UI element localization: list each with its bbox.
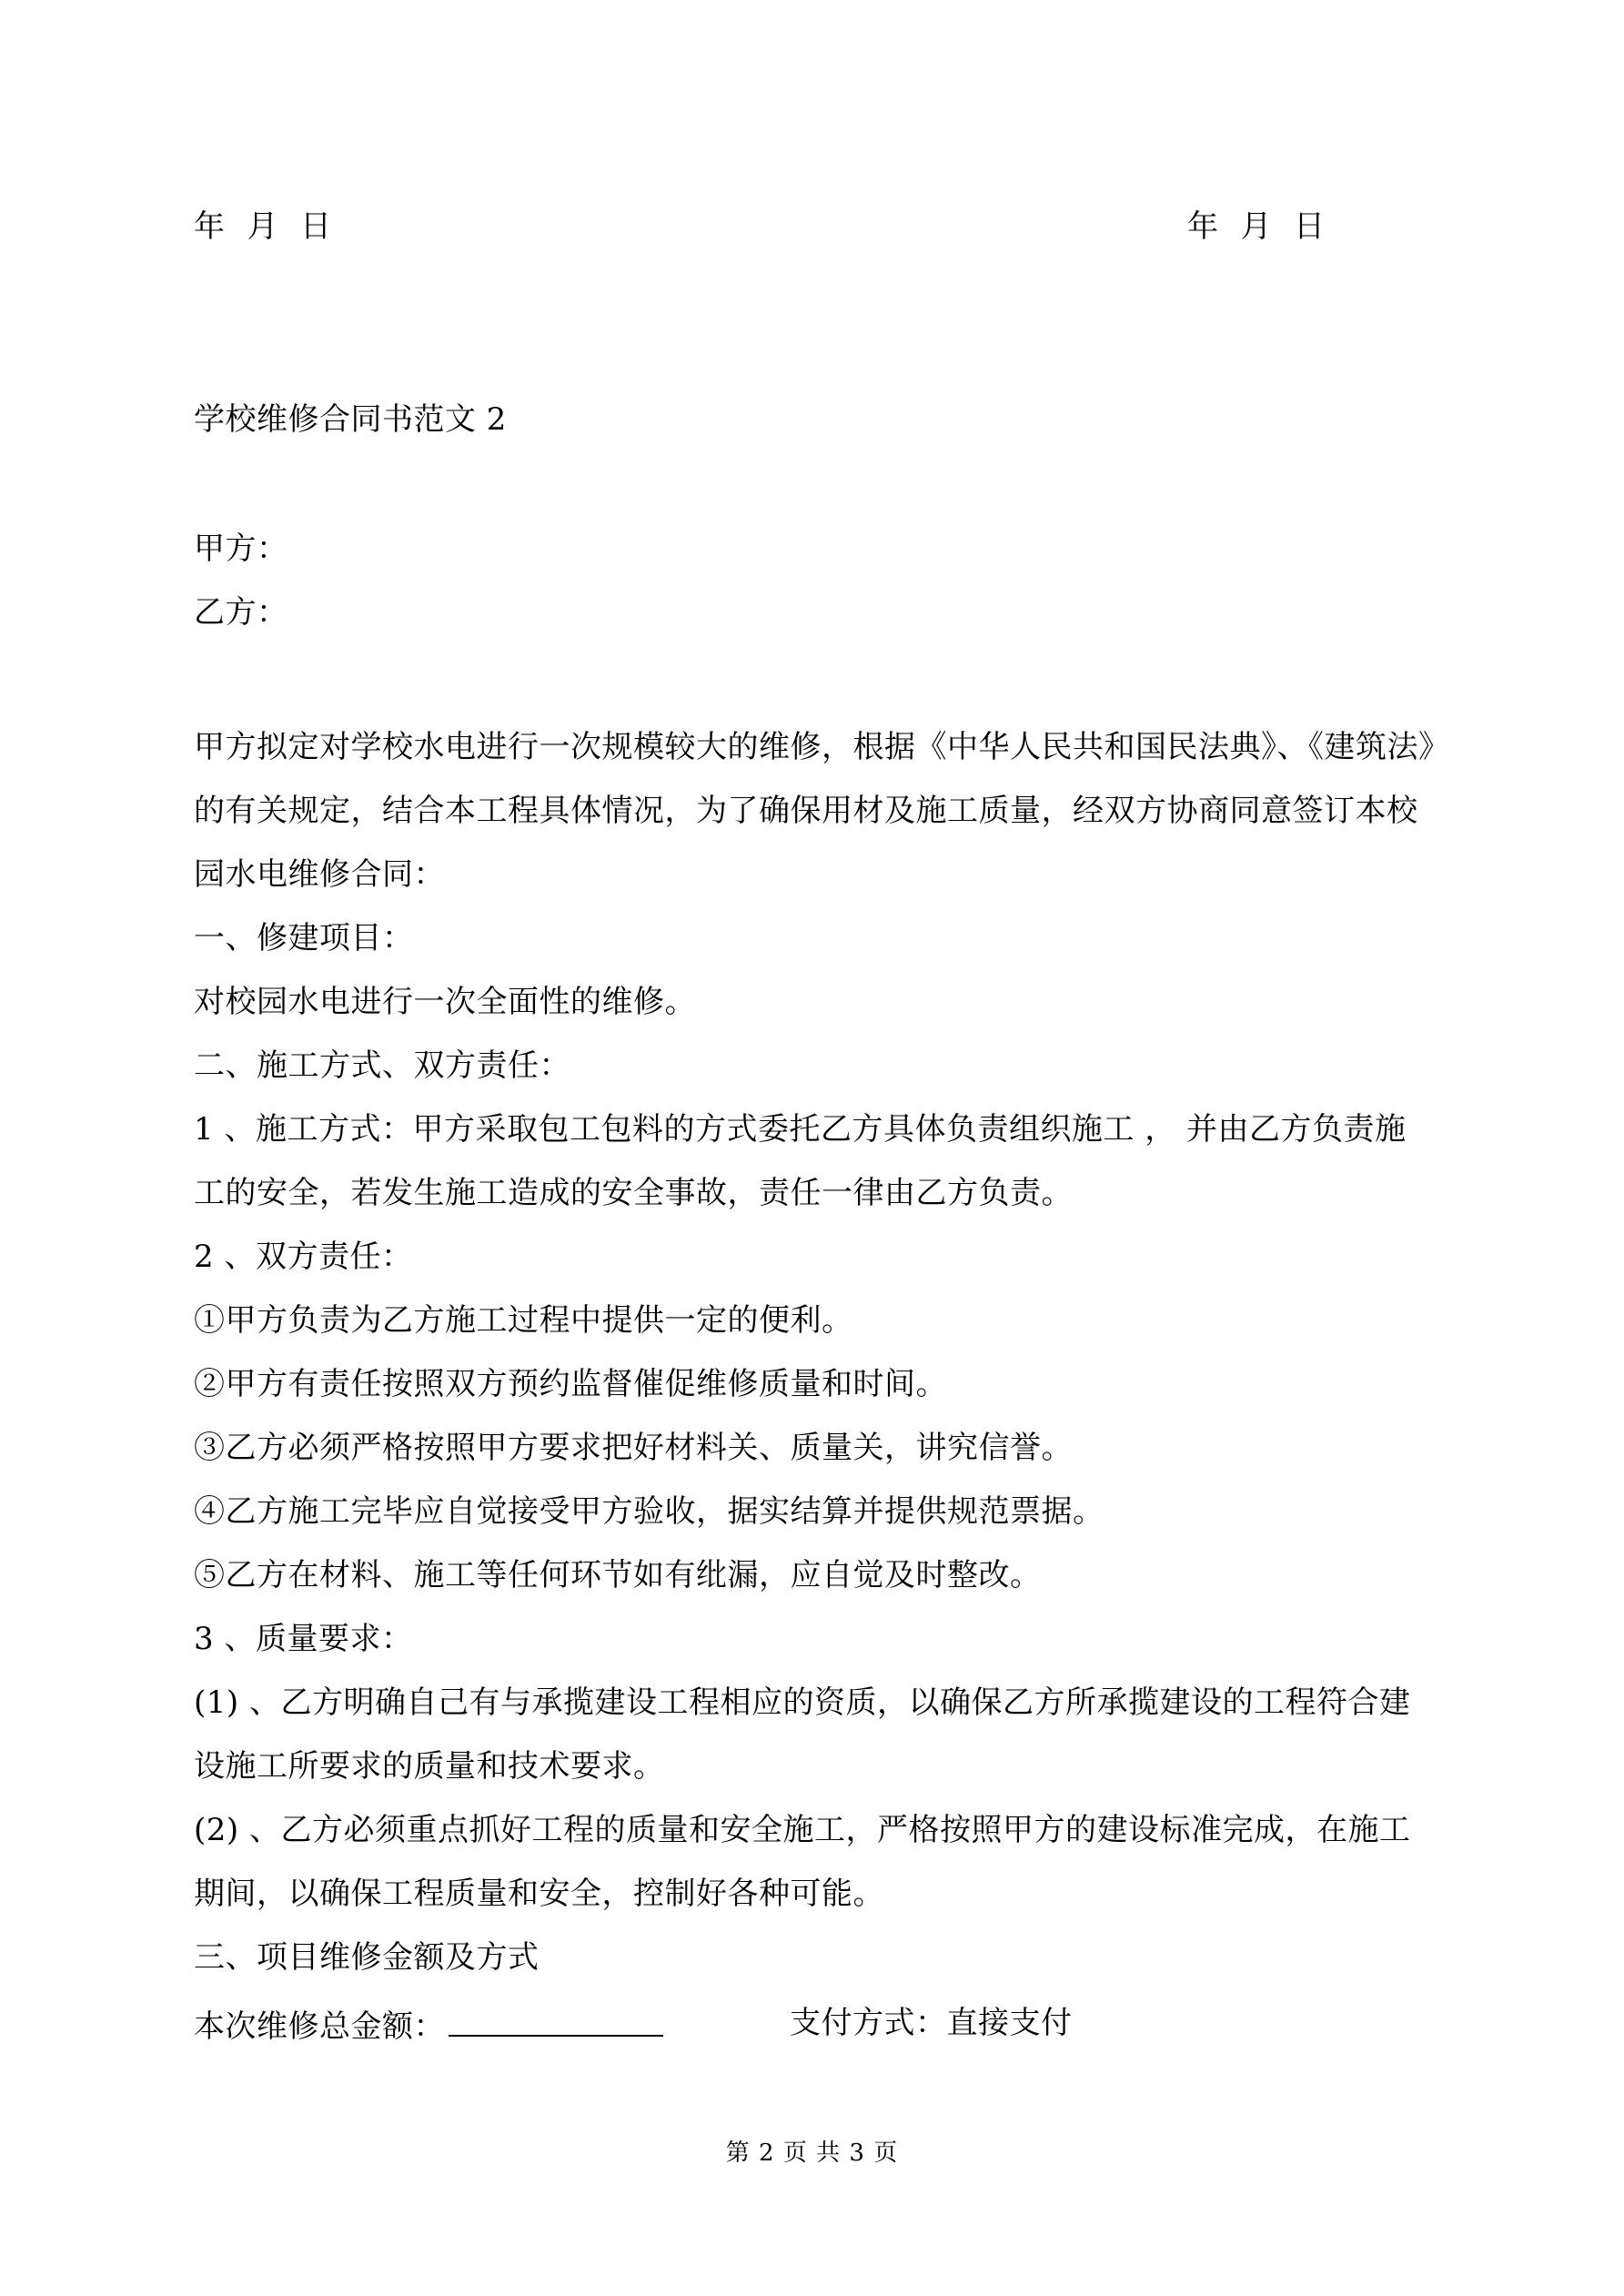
subsection-heading: 3 、质量要求： xyxy=(194,1621,413,1657)
paragraph: 1 、施工方式：甲方采取包工包料的方式委托乙方具体负责组织施工 ， 并由乙方负责施工的安全，若发生施工造成的安全事故，责任一律由乙方负责。 xyxy=(194,1111,1407,1211)
paragraph: 对校园水电进行一次全面性的维修。 xyxy=(194,984,696,1020)
subsection-heading: 2 、双方责任： xyxy=(194,1239,413,1275)
date-month-label: 月 xyxy=(1240,208,1272,245)
paragraph: (2) 、乙方必须重点抓好工程的质量和安全施工，严格按照甲方的建设标准完成，在施工期间，以确保工程质量和安全，控制好各种可能。 xyxy=(194,1812,1411,1912)
total-amount-blank-line xyxy=(449,2004,663,2037)
intro-paragraph: 甲方拟定对学校水电进行一次规模较大的维修，根据《中华人民共和国民法典》、《建筑法》的有关规定，结合本工程具体情况，为了确保用材及施工质量，经双方协商同意签订本校园水电维修合同： xyxy=(194,729,1435,893)
total-amount-row xyxy=(194,2004,663,2046)
date-year-label: 年 xyxy=(1187,208,1219,245)
list-item: ⑤乙方在材料、施工等任何环节如有纰漏，应自觉及时整改。 xyxy=(194,1557,1042,1593)
list-item: ②甲方有责任按照双方预约监督催促维修质量和时间。 xyxy=(194,1366,947,1402)
list-item: ④乙方施工完毕应自觉接受甲方验收，据实结算并提供规范票据。 xyxy=(194,1493,1105,1530)
payment-method: 支付方式：直接支付 xyxy=(790,2005,1073,2041)
total-amount-label: 本次维修总金额： xyxy=(194,2008,445,2045)
document-title: 学校维修合同书范文 2 xyxy=(194,401,507,438)
section-heading: 三、项目维修金额及方式 xyxy=(194,1939,540,1976)
party-b-label: 乙方： xyxy=(194,594,288,631)
section-heading: 一、修建项目： xyxy=(194,920,414,956)
list-item: ③乙方必须严格按照甲方要求把好材料关、质量关，讲究信誉。 xyxy=(194,1430,1073,1466)
contract-body xyxy=(194,715,1436,1989)
date-month-label: 月 xyxy=(247,208,278,245)
party-a-label: 甲方： xyxy=(194,531,288,567)
section-heading: 二、施工方式、双方责任： xyxy=(194,1047,570,1084)
date-left xyxy=(194,207,332,246)
date-year-label: 年 xyxy=(194,208,226,245)
paragraph: (1) 、乙方明确自己有与承揽建设工程相应的资质，以确保乙方所承揽建设的工程符合建设施工所要求的质量和技术要求。 xyxy=(194,1684,1411,1785)
date-right xyxy=(1187,207,1326,246)
list-item: ①甲方负责为乙方施工过程中提供一定的便利。 xyxy=(194,1302,853,1339)
page-footer: 第 2 页 共 3 页 xyxy=(725,2139,899,2167)
date-day-label: 日 xyxy=(1294,208,1326,245)
date-day-label: 日 xyxy=(300,208,332,245)
